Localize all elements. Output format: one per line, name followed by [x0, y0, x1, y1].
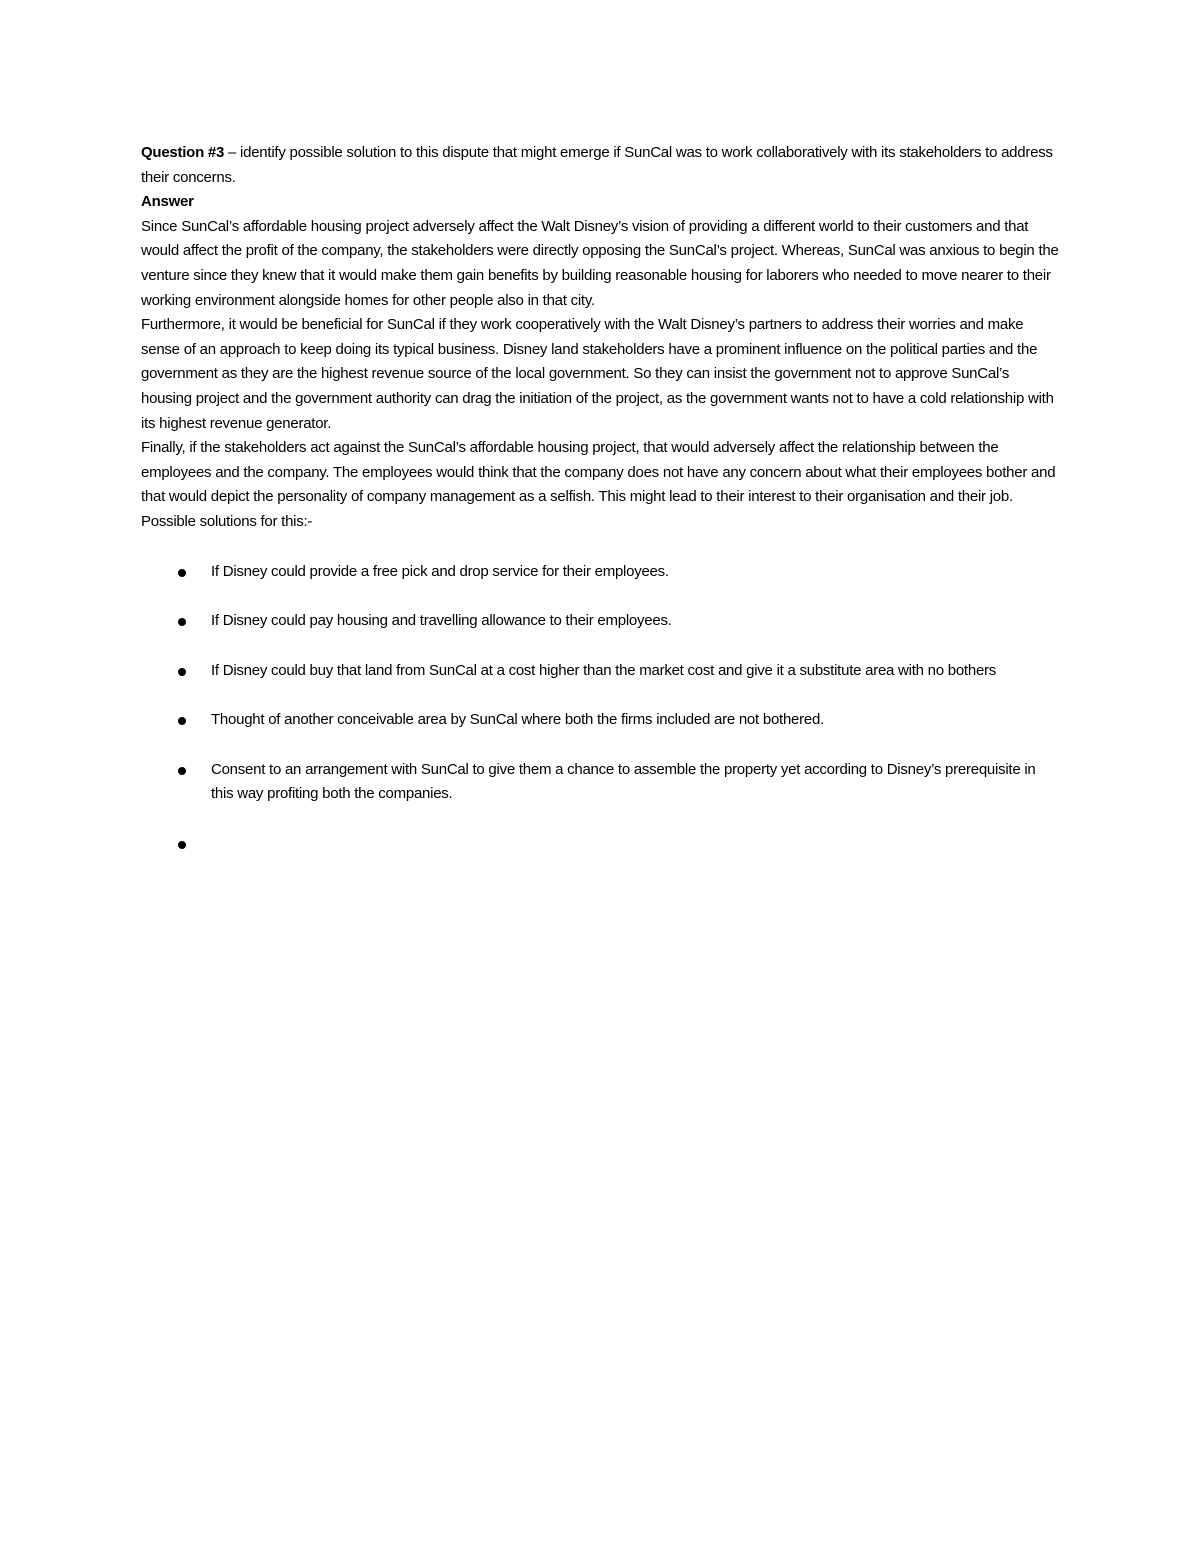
bullet-icon [178, 569, 186, 577]
question-line [141, 141, 1061, 190]
list-item [141, 560, 1061, 585]
list-item-text: If Disney could pay housing and travelling allowance to their employees. [211, 612, 672, 630]
paragraph: Finally, if the stakeholders act against the SunCal’s affordable housing project, that would adversely affect the relationship between the employees and the company. The employees would think that the company does not have any concern about what their employees bother and that would depict the personality of company management as a selfish. This might lead to their interest to their organisation and their job. [141, 439, 1056, 506]
list-item-text: Consent to an arrangement with SunCal to give them a chance to assemble the property yet according to Disney’s prerequisite in this way profiting both the companies. [211, 760, 1036, 803]
question-label: Question #3 [141, 144, 225, 161]
list-item [141, 659, 1061, 684]
question-text: – identify possible solution to this dispute that might emerge if SunCal was to work collaboratively with its stakeholders to address their concerns. [141, 144, 1053, 186]
document-body [141, 141, 1061, 882]
bullet-icon [178, 668, 186, 676]
list-item-text: Thought of another conceivable area by SunCal where both the firms included are not bothered. [211, 711, 824, 729]
list-item [141, 609, 1061, 634]
list-item [141, 758, 1061, 807]
solutions-intro: Possible solutions for this:- [141, 512, 313, 530]
bullet-icon [178, 841, 186, 849]
bullet-icon [178, 618, 186, 626]
bullet-icon [178, 717, 186, 725]
solutions-list [141, 560, 1061, 857]
list-item-text: If Disney could buy that land from SunCal at a cost higher than the market cost and give it a substitute area with no bothers [211, 661, 997, 679]
answer-heading: Answer [141, 193, 194, 211]
list-item-text: If Disney could provide a free pick and drop service for their employees. [211, 562, 669, 580]
paragraph: Furthermore, it would be beneficial for SunCal if they work cooperatively with the Walt Disney’s partners to address their worries and make sense of an approach to keep doing its typical business. Disney land stakeholders have a prominent influence on the political parties and the government as they are the highest revenue source of the local government. So they can insist the government not to approve SunCal’s housing project and the government authority can drag the initiation of the project, as the government wants not to have a cold relationship with its highest revenue generator. [141, 316, 1054, 432]
list-item [141, 708, 1061, 733]
list-item-empty [141, 832, 1061, 857]
paragraph: Since SunCal’s affordable housing project adversely affect the Walt Disney’s vision of providing a different world to their customers and that would affect the profit of the company, the stakeholders were directly opposing the SunCal’s project. Whereas, SunCal was anxious to begin the venture since they knew that it would make them gain benefits by building reasonable housing for laborers who needed to move nearer to their working environment alongside homes for other people also in that city. [141, 217, 1059, 309]
bullet-icon [178, 767, 186, 775]
